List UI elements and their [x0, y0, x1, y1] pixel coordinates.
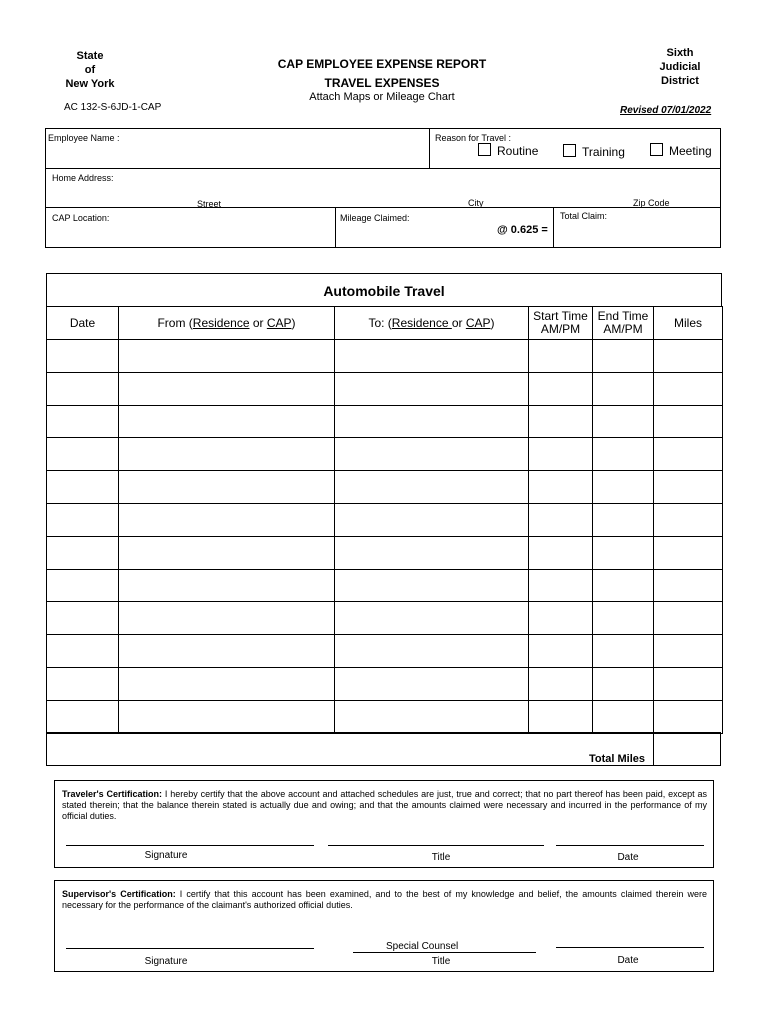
- cell-from[interactable]: [119, 700, 335, 733]
- cell-from[interactable]: [119, 635, 335, 668]
- routine-label: Routine: [497, 144, 539, 158]
- cell-to[interactable]: [335, 602, 529, 635]
- cell-to[interactable]: [335, 503, 529, 536]
- cell-miles[interactable]: [654, 536, 723, 569]
- cell-date[interactable]: [47, 536, 119, 569]
- cell-date[interactable]: [47, 372, 119, 405]
- table-row: [47, 602, 723, 635]
- cell-to[interactable]: [335, 372, 529, 405]
- form-subtitle: TRAVEL EXPENSES: [324, 76, 440, 90]
- cell-end-time[interactable]: [593, 536, 654, 569]
- employee-name-label: Employee Name :: [48, 133, 120, 143]
- col-date: Date: [47, 307, 119, 340]
- from-or: or: [249, 315, 267, 330]
- cell-to[interactable]: [335, 471, 529, 504]
- cell-from[interactable]: [119, 569, 335, 602]
- col-miles: Miles: [654, 307, 723, 340]
- cell-to[interactable]: [335, 569, 529, 602]
- cell-from[interactable]: [119, 471, 335, 504]
- form-code: AC 132-S-6JD-1-CAP: [64, 102, 162, 113]
- cell-start-time[interactable]: [529, 700, 593, 733]
- cell-date[interactable]: [47, 405, 119, 438]
- form-title: CAP EMPLOYEE EXPENSE REPORT: [277, 57, 487, 71]
- cap-location-label: CAP Location:: [52, 213, 110, 223]
- cell-to[interactable]: [335, 635, 529, 668]
- from-residence: Residence: [192, 315, 250, 330]
- cell-from[interactable]: [119, 438, 335, 471]
- supervisor-certification-text: [62, 889, 707, 911]
- table-row: [47, 503, 723, 536]
- meeting-label: Meeting: [669, 144, 712, 158]
- reason-label: Reason for Travel :: [435, 133, 512, 143]
- end-ampm-label: AM/PM: [603, 322, 643, 336]
- supervisor-cert-heading: Supervisor's Certification:: [62, 889, 176, 899]
- table-row: [47, 405, 723, 438]
- cell-end-time[interactable]: [593, 503, 654, 536]
- cell-to[interactable]: [335, 438, 529, 471]
- cell-from[interactable]: [119, 536, 335, 569]
- supervisor-signature-label: Signature: [144, 956, 188, 967]
- divider: [553, 207, 554, 248]
- supervisor-date-label: Date: [617, 955, 639, 966]
- of-label: of: [84, 64, 96, 76]
- start-ampm-label: AM/PM: [540, 322, 581, 336]
- state-header: [55, 49, 125, 91]
- table-row: [47, 471, 723, 504]
- street-label: Street: [197, 199, 222, 209]
- cell-from[interactable]: [119, 667, 335, 700]
- cell-from[interactable]: [119, 602, 335, 635]
- cell-end-time[interactable]: [593, 667, 654, 700]
- cell-start-time[interactable]: [529, 340, 593, 373]
- cell-miles[interactable]: [654, 667, 723, 700]
- cell-end-time[interactable]: [593, 602, 654, 635]
- cell-end-time[interactable]: [593, 569, 654, 602]
- table-row: [47, 700, 723, 733]
- end-time-label: End Time: [597, 309, 649, 323]
- cell-end-time[interactable]: [593, 635, 654, 668]
- cell-to[interactable]: [335, 667, 529, 700]
- routine-option[interactable]: [478, 143, 538, 158]
- table-row: [47, 569, 723, 602]
- district-header: [640, 46, 720, 88]
- state-label: State: [76, 50, 104, 62]
- supervisor-signature-line[interactable]: [66, 948, 314, 949]
- cell-end-time[interactable]: [593, 471, 654, 504]
- cell-start-time[interactable]: [529, 667, 593, 700]
- cell-miles[interactable]: [654, 340, 723, 373]
- col-from: [119, 307, 335, 340]
- routine-checkbox[interactable]: [478, 143, 491, 156]
- supervisor-cert-body: I certify that this account has been examined, and to the best of my knowledge and belief, the amounts claimed therein were necessary for the performance of the claimant's authorized official duties.: [62, 889, 707, 910]
- sixth-label: Sixth: [666, 47, 694, 59]
- cell-date[interactable]: [47, 569, 119, 602]
- city-label: City: [468, 198, 484, 208]
- col-start-time: [529, 307, 593, 340]
- traveler-title-line[interactable]: [328, 845, 544, 846]
- from-suffix: ): [291, 315, 296, 330]
- cell-from[interactable]: [119, 372, 335, 405]
- cell-date[interactable]: [47, 602, 119, 635]
- cell-from[interactable]: [119, 340, 335, 373]
- start-time-label: Start Time: [533, 309, 588, 323]
- supervisor-title-label: Title: [431, 956, 451, 967]
- training-checkbox[interactable]: [563, 144, 576, 157]
- cell-end-time[interactable]: [593, 438, 654, 471]
- to-prefix: To: (: [368, 315, 392, 330]
- cell-date[interactable]: [47, 667, 119, 700]
- auto-travel-table: [46, 306, 723, 734]
- supervisor-title-value: Special Counsel: [386, 941, 459, 952]
- table-body: [47, 340, 723, 734]
- to-residence: Residence: [391, 315, 452, 330]
- cell-end-time[interactable]: [593, 405, 654, 438]
- table-row: [47, 340, 723, 373]
- cell-end-time[interactable]: [593, 340, 654, 373]
- from-prefix: From (: [157, 315, 193, 330]
- total-miles-field[interactable]: [653, 732, 721, 766]
- cell-miles[interactable]: [654, 503, 723, 536]
- mileage-rate: @ 0.625 =: [497, 224, 548, 236]
- cell-miles[interactable]: [654, 405, 723, 438]
- from-cap: CAP: [266, 315, 292, 330]
- district-label: District: [661, 75, 699, 87]
- cell-start-time[interactable]: [529, 503, 593, 536]
- total-miles-label: Total Miles: [589, 753, 646, 765]
- cell-from[interactable]: [119, 503, 335, 536]
- traveler-certification-text: [62, 789, 707, 822]
- meeting-checkbox[interactable]: [650, 143, 663, 156]
- cell-start-time[interactable]: [529, 471, 593, 504]
- cell-from[interactable]: [119, 405, 335, 438]
- cell-date[interactable]: [47, 700, 119, 733]
- cell-date[interactable]: [47, 471, 119, 504]
- cell-miles[interactable]: [654, 700, 723, 733]
- revised-date: Revised 07/01/2022: [620, 105, 712, 116]
- table-row: [47, 438, 723, 471]
- total-miles-row: [46, 732, 654, 766]
- cell-start-time[interactable]: [529, 536, 593, 569]
- traveler-cert-heading: Traveler's Certification:: [62, 789, 163, 799]
- cell-start-time[interactable]: [529, 405, 593, 438]
- auto-travel-title: Automobile Travel: [323, 283, 445, 299]
- meeting-option[interactable]: [650, 143, 712, 158]
- judicial-label: Judicial: [659, 61, 701, 73]
- cell-to[interactable]: [335, 340, 529, 373]
- cell-to[interactable]: [335, 536, 529, 569]
- cell-to[interactable]: [335, 700, 529, 733]
- cell-end-time[interactable]: [593, 700, 654, 733]
- cell-start-time[interactable]: [529, 438, 593, 471]
- cell-miles[interactable]: [654, 635, 723, 668]
- training-option[interactable]: [563, 144, 625, 159]
- attach-maps-note: Attach Maps or Mileage Chart: [309, 91, 455, 103]
- to-suffix: ): [490, 315, 495, 330]
- total-claim-label: Total Claim:: [560, 211, 608, 221]
- cell-date[interactable]: [47, 635, 119, 668]
- zip-label: Zip Code: [633, 198, 670, 208]
- traveler-date-label: Date: [617, 852, 639, 863]
- supervisor-title-line[interactable]: [353, 952, 536, 953]
- divider: [429, 128, 430, 169]
- traveler-cert-body: I hereby certify that the above account and attached schedules are just, true and correct; that no part thereof has been paid, except as stated therein; that the balance therein stated is actually due and owing; and that the amounts claimed were necessary and incurred in the performance of my official duties.: [62, 789, 707, 821]
- cell-start-time[interactable]: [529, 635, 593, 668]
- cell-miles[interactable]: [654, 438, 723, 471]
- cell-date[interactable]: [47, 503, 119, 536]
- table-row: [47, 635, 723, 668]
- mileage-claimed-label: Mileage Claimed:: [340, 213, 410, 223]
- supervisor-date-line[interactable]: [556, 947, 704, 948]
- cell-miles[interactable]: [654, 372, 723, 405]
- cell-start-time[interactable]: [529, 372, 593, 405]
- cell-miles[interactable]: [654, 569, 723, 602]
- traveler-date-line[interactable]: [556, 845, 704, 846]
- cell-end-time[interactable]: [593, 372, 654, 405]
- col-to: [335, 307, 529, 340]
- divider: [335, 207, 336, 248]
- to-or: or: [451, 315, 466, 330]
- traveler-signature-label: Signature: [144, 850, 188, 861]
- cell-start-time[interactable]: [529, 602, 593, 635]
- table-header-row: [47, 307, 723, 340]
- training-label: Training: [582, 145, 625, 159]
- cell-miles[interactable]: [654, 602, 723, 635]
- table-row: [47, 667, 723, 700]
- cell-start-time[interactable]: [529, 569, 593, 602]
- cell-date[interactable]: [47, 340, 119, 373]
- home-address-label: Home Address:: [52, 173, 114, 183]
- traveler-signature-line[interactable]: [66, 845, 314, 846]
- cell-miles[interactable]: [654, 471, 723, 504]
- traveler-title-label: Title: [431, 852, 451, 863]
- home-address-row: [45, 168, 721, 208]
- table-row: [47, 536, 723, 569]
- cell-to[interactable]: [335, 405, 529, 438]
- table-row: [47, 372, 723, 405]
- new-york-label: New York: [65, 78, 115, 90]
- cell-date[interactable]: [47, 438, 119, 471]
- col-end-time: [593, 307, 654, 340]
- to-cap: CAP: [465, 315, 491, 330]
